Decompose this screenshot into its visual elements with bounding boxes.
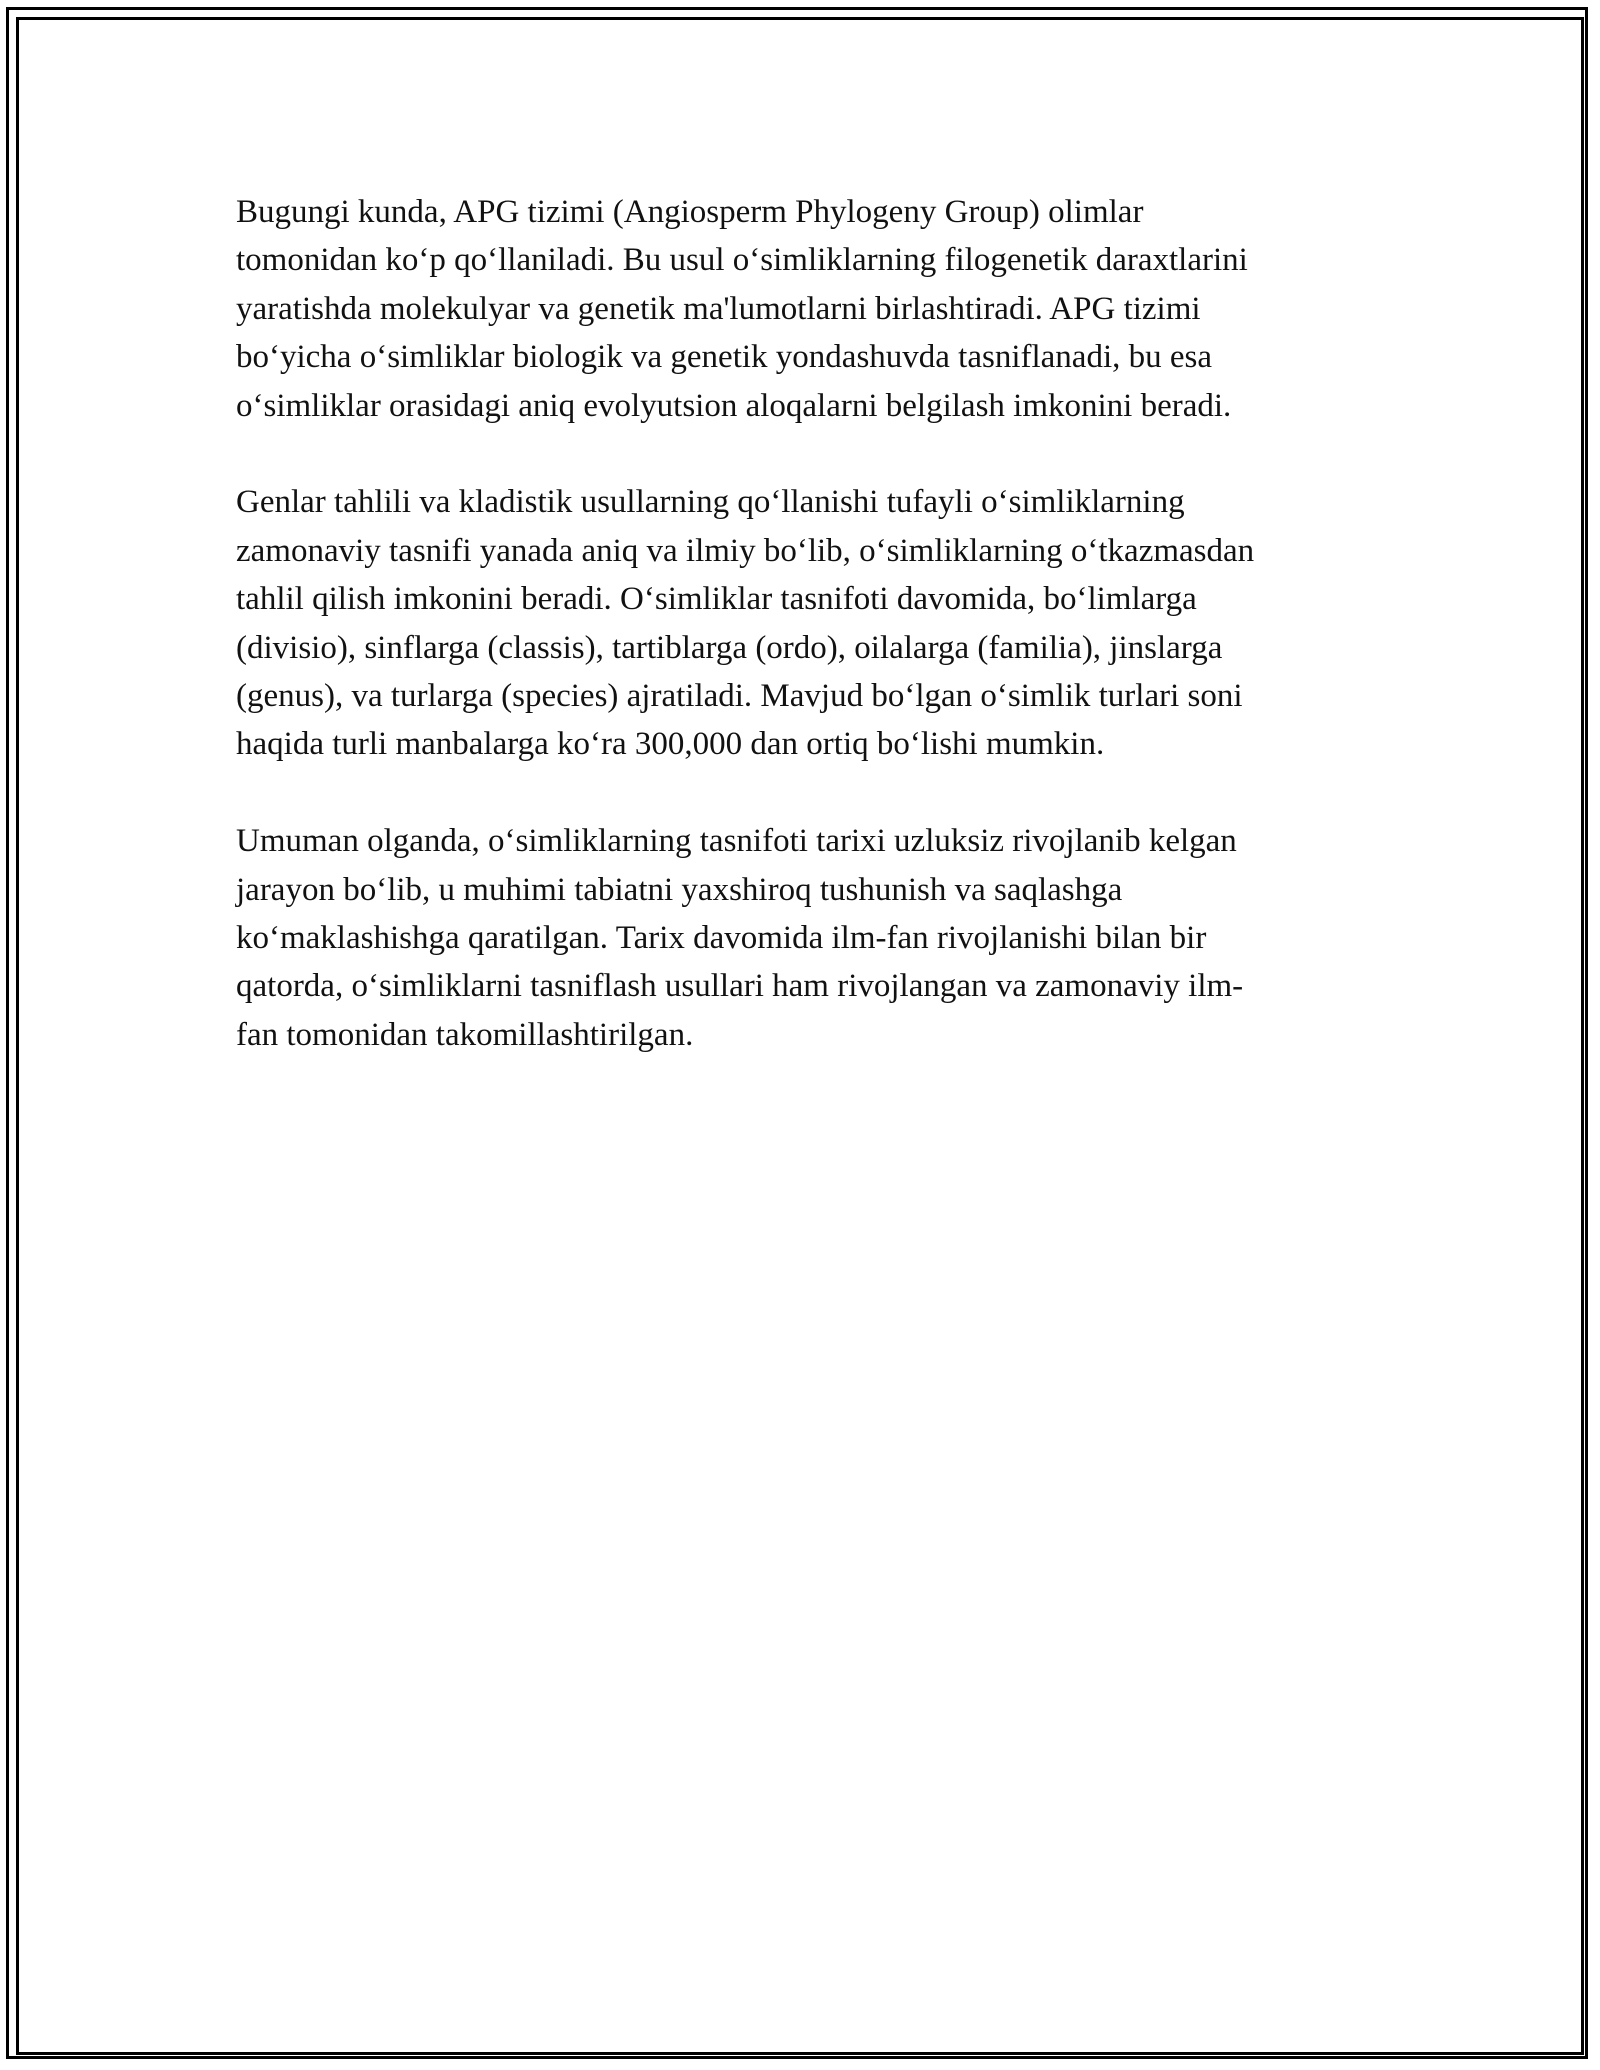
paragraph-genetic-classification: Genlar tahlili va kladistik usullarning qoʻllanishi tufayli oʻsimliklarning zamonaviy tasnifi yanada aniq va ilmiy boʻlib, oʻsimliklarning oʻtkazmasdan tahlil qilish imkonini beradi. Oʻsimliklar tasnifoti davomida, boʻlimlarga (divisio), sinflarga (classis), tartiblarga (ordo), oilalarga (familia), jinslarga (genus), va turlarga (species) ajratiladi. Mavjud boʻlgan oʻsimlik turlari soni haqida turli manbalarga koʻra 300,000 dan ortiq boʻlishi mumkin. [236,484,1255,763]
paragraph-conclusion: Umuman olganda, oʻsimliklarning tasnifoti tarixi uzluksiz rivojlanib kelgan jarayon boʻlib, u muhimi tabiatni yaxshiroq tushunish va saqlashga koʻmaklashishga qaratilgan. Tarix davomida ilm-fan rivojlanishi bilan bir qatorda, oʻsimliklarni tasniflash usullari ham rivojlangan va zamonaviy ilm- fan tomonidan takomillashtirilgan. [236,823,1244,1053]
paragraph-apg-system: Bugungi kunda, APG tizimi (Angiosperm Phylogeny Group) olimlar tomonidan koʻp qoʻllaniladi. Bu usul oʻsimliklarning filogenetik daraxtlarini yaratishda molekulyar va genetik ma'lumotlarni birlashtiradi. APG tizimi boʻyicha oʻsimliklar biologik va genetik yondashuvda tasniflanadi, bu esa oʻsimliklar orasidagi aniq evolyutsion aloqalarni belgilash imkonini beradi. [236,194,1248,424]
document-body [236,188,1396,1108]
